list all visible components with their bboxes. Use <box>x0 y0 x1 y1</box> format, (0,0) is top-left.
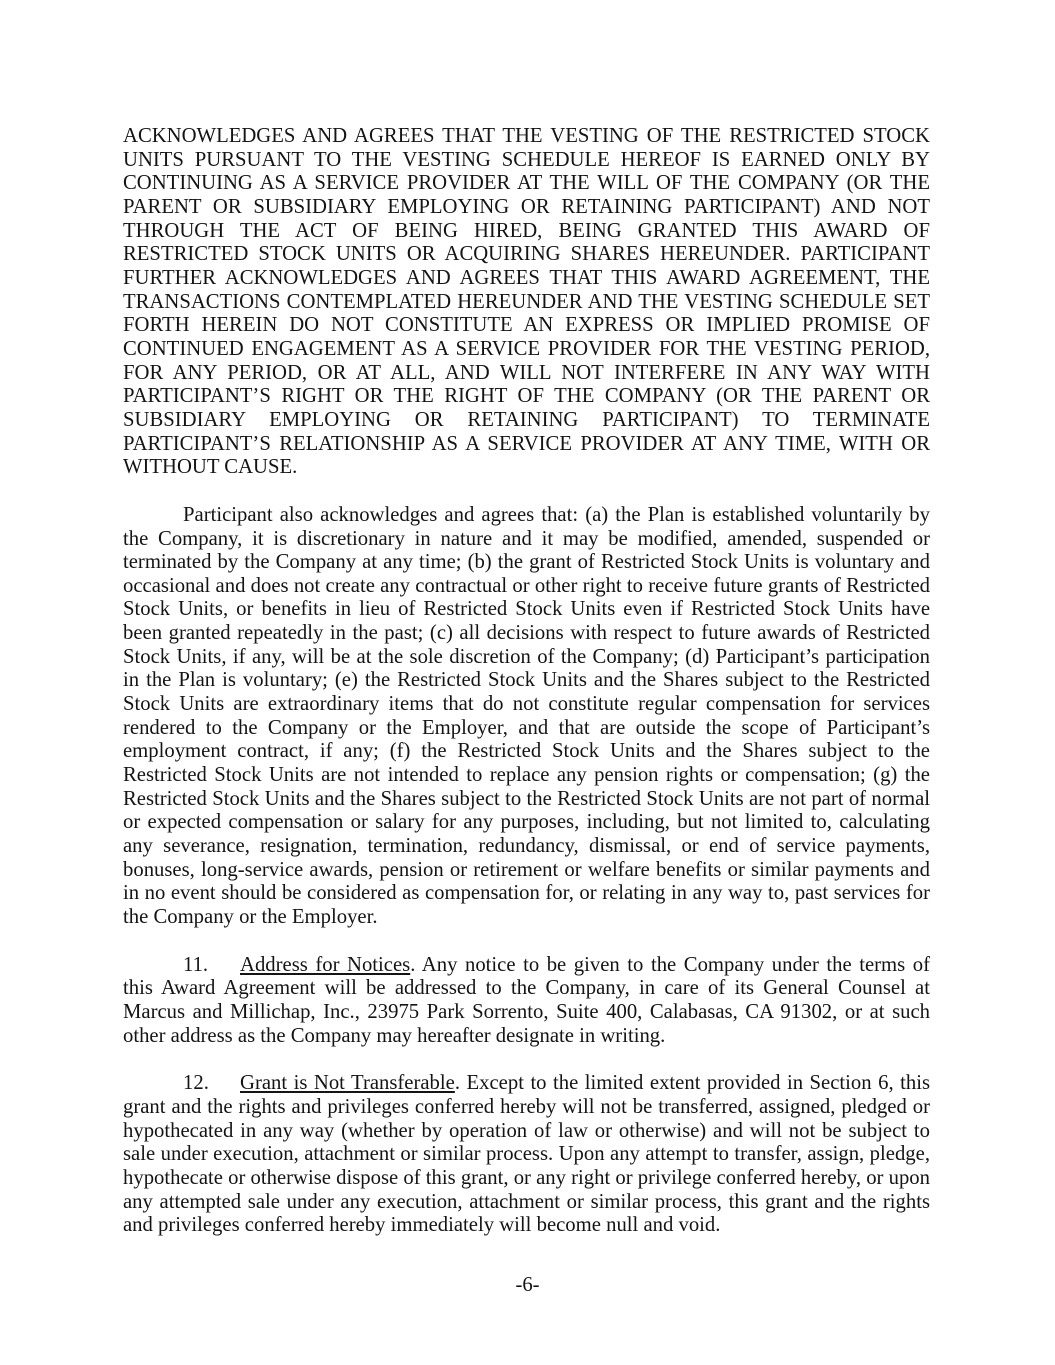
section-11-heading: Address for Notices <box>240 953 411 976</box>
paragraph-vesting-acknowledgement: ACKNOWLEDGES AND AGREES THAT THE VESTING OF THE RESTRICTED STOCK UNITS PURSUANT TO THE VESTING SCHEDULE HEREOF IS EARNED ONLY BY CONTINUING AS A SERVICE PROVIDER AT THE WILL OF THE COMPANY (OR THE PARENT OR SUBSIDIARY EMPLOYING OR RETAINING PARTICIPANT) AND NOT THROUGH THE ACT OF BEING HIRED, BEING GRANTED THIS AWARD OF RESTRICTED STOCK UNITS OR ACQUIRING SHARES HEREUNDER. PARTICIPANT FURTHER ACKNOWLEDGES AND AGREES THAT THIS AWARD AGREEMENT, THE TRANSACTIONS CONTEMPLATED HEREUNDER AND THE VESTING SCHEDULE SET FORTH HEREIN DO NOT CONSTITUTE AN EXPRESS OR IMPLIED PROMISE OF CONTINUED ENGAGEMENT AS A SERVICE PROVIDER FOR THE VESTING PERIOD, FOR ANY PERIOD, OR AT ALL, AND WILL NOT INTERFERE IN ANY WAY WITH PARTICIPANT’S RIGHT OR THE RIGHT OF THE COMPANY (OR THE PARENT OR SUBSIDIARY EMPLOYING OR RETAINING PARTICIPANT) TO TERMINATE PARTICIPANT’S RELATIONSHIP AS A SERVICE PROVIDER AT ANY TIME, WITH OR WITHOUT CAUSE. <box>123 125 930 479</box>
section-12-number: 12. <box>183 1072 209 1095</box>
paragraph-participant-acknowledgements: Participant also acknowledges and agrees that: (a) the Plan is established voluntarily by the Company, it is discretionary in nature and it may be modified, amended, suspended or terminated by the Company at any time; (b) the grant of Restricted Stock Units is voluntary and occasional and does not create any contractual or other right to receive future grants of Restricted Stock Units, or benefits in lieu of Restricted Stock Units even if Restricted Stock Units have been granted repeatedly in the past; (c) all decisions with respect to future awards of Restricted Stock Units, if any, will be at the sole discretion of the Company; (d) Participant’s participation in the Plan is voluntary; (e) the Restricted Stock Units and the Shares subject to the Restricted Stock Units are extraordinary items that do not constitute regular compensation for services rendered to the Company or the Employer, and that are outside the scope of Participant’s employment contract, if any; (f) the Restricted Stock Units and the Shares subject to the Restricted Stock Units are not intended to replace any pension rights or compensation; (g) the Restricted Stock Units and the Shares subject to the Restricted Stock Units are not part of normal or expected compensation or salary for any purposes, including, but not limited to, calculating any severance, resignation, termination, redundancy, dismissal, or end of service payments, bonuses, long-service awards, pension or retirement or welfare benefits or similar payments and in no event should be considered as compensation for, or relating in any way to, past services for the Company or the Employer. <box>123 503 930 928</box>
section-12-text: . Except to the limited extent provided in Section 6, this grant and the rights and privileges conferred hereby will not be transferred, assigned, pledged or hypothecated in any way (whether by operation of law or otherwise) and will not be subject to sale under execution, attachment or similar process. Upon any attempt to transfer, assign, pledge, hypothecate or otherwise dispose of this grant, or any right or privilege conferred hereby, or upon any attempted sale under any execution, attachment or similar process, this grant and the rights and privileges conferred hereby immediately will become null and void. <box>123 1072 930 1237</box>
document-body <box>123 125 930 1238</box>
section-11-text: . Any notice to be given to the Company under the terms of this Award Agreement will be addressed to the Company, in care of its General Counsel at Marcus and Millichap, Inc., 23975 Park Sorrento, Suite 400, Calabasas, CA 91302, or at such other address as the Company may hereafter designate in writing. <box>123 953 930 1047</box>
section-11-number: 11. <box>183 953 209 976</box>
page-number: -6- <box>515 1274 540 1296</box>
section-11-paragraph <box>123 954 930 1049</box>
section-12-heading: Grant is Not Transferable <box>240 1072 455 1095</box>
section-12-paragraph <box>123 1072 930 1238</box>
